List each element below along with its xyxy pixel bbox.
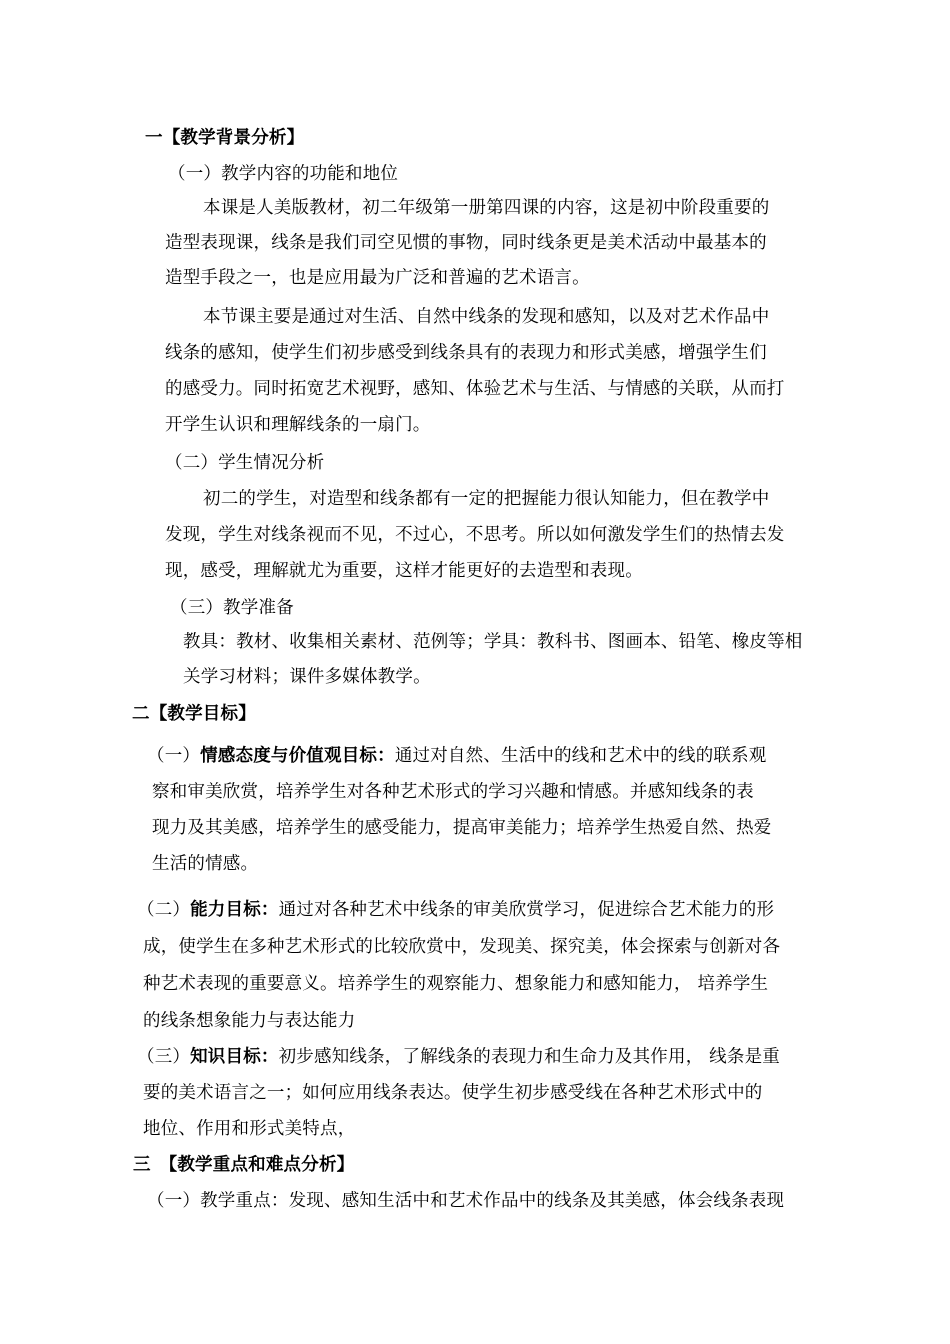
- goal3-line3: 地位、作用和形式美特点，: [143, 1119, 356, 1139]
- goal1-line4: 生活的情感。: [152, 854, 259, 874]
- sub1-para1-line2: 造型表现课，线条是我们司空见惯的事物，同时线条更是美术活动中最基本的: [165, 233, 767, 253]
- sub2-para-line1: 初二的学生，对造型和线条都有一定的把握能力很认知能力，但在教学中: [203, 489, 770, 509]
- goal3-line1: [137, 1045, 780, 1069]
- goal2-first: 通过对各种艺术中线条的审美欣赏学习，促进综合艺术能力的形: [278, 900, 775, 920]
- goal2-line2: 成，使学生在多种艺术形式的比较欣赏中，发现美、探究美，体会探索与创新对各: [143, 937, 781, 957]
- sub2-para-line2: 发现，学生对线条视而不见，不过心，不思考。所以如何激发学生们的热情去发: [165, 525, 785, 545]
- goal3-label: 知识目标：: [190, 1047, 279, 1067]
- goal1-first: 通过对自然、生活中的线和艺术中的线的联系观: [394, 746, 767, 766]
- goal1-label: 情感态度与价值观目标：: [200, 746, 395, 766]
- goal1-line3: 现力及其美感，培养学生的感受能力，提高审美能力；培养学生热爱自然、热爱: [152, 818, 772, 838]
- point1-line1: （一）教学重点：发现、感知生活中和艺术作品中的线条及其美感，体会线条表现: [147, 1191, 785, 1211]
- sub1-para2-line2: 线条的感知，使学生们初步感受到线条具有的表现力和形式美感，增强学生们: [165, 343, 767, 363]
- sub3-para-line1: 教具：教材、收集相关素材、范例等；学具：教科书、图画本、铅笔、橡皮等相: [183, 632, 803, 652]
- goal1-line2: 察和审美欣赏，培养学生对各种艺术形式的学习兴趣和情感。并感知线条的表: [152, 782, 754, 802]
- sub2-para-line3: 现，感受，理解就尤为重要，这样才能更好的去造型和表现。: [165, 561, 643, 581]
- goal2-line1: [137, 898, 774, 922]
- sub1-title: （一）教学内容的功能和地位: [168, 164, 399, 184]
- sub3-title: （三）教学准备: [170, 598, 294, 618]
- sub1-para2-line3: 的感受力。同时拓宽艺术视野，感知、体验艺术与生活、与情感的关联，从而打: [165, 379, 785, 399]
- goal3-line2: 要的美术语言之一；如何应用线条表达。使学生初步感受线在各种艺术形式中的: [143, 1083, 763, 1103]
- section3-heading: 三 【教学重点和难点分析】: [133, 1155, 355, 1175]
- goal1-line1: [147, 744, 767, 768]
- section1-heading: 一【教学背景分析】: [145, 128, 305, 148]
- sub1-para1-line3: 造型手段之一，也是应用最为广泛和普遍的艺术语言。: [165, 268, 590, 288]
- sub3-para-line2: 关学习材料；课件多媒体教学。: [183, 667, 431, 687]
- goal2-line4: 的线条想象能力与表达能力: [143, 1011, 356, 1031]
- goal3-first: 初步感知线条，了解线条的表现力和生命力及其作用， 线条是重: [278, 1047, 780, 1067]
- sub1-para2-line4: 开学生认识和理解线条的一扇门。: [165, 415, 431, 435]
- sub1-para1-line1: 本课是人美版教材，初二年级第一册第四课的内容，这是初中阶段重要的: [203, 198, 770, 218]
- sub1-para2-line1: 本节课主要是通过对生活、自然中线条的发现和感知，以及对艺术作品中: [203, 307, 770, 327]
- goal2-label: 能力目标：: [190, 900, 279, 920]
- sub2-title: （二）学生情况分析: [165, 453, 325, 473]
- goal2-line3: 种艺术表现的重要意义。培养学生的观察能力、想象能力和感知能力， 培养学生: [143, 974, 769, 994]
- section2-heading: 二【教学目标】: [132, 704, 256, 724]
- goal1-prefix: （一）: [147, 746, 201, 766]
- goal2-prefix: （二）: [137, 900, 191, 920]
- goal3-prefix: （三）: [137, 1047, 191, 1067]
